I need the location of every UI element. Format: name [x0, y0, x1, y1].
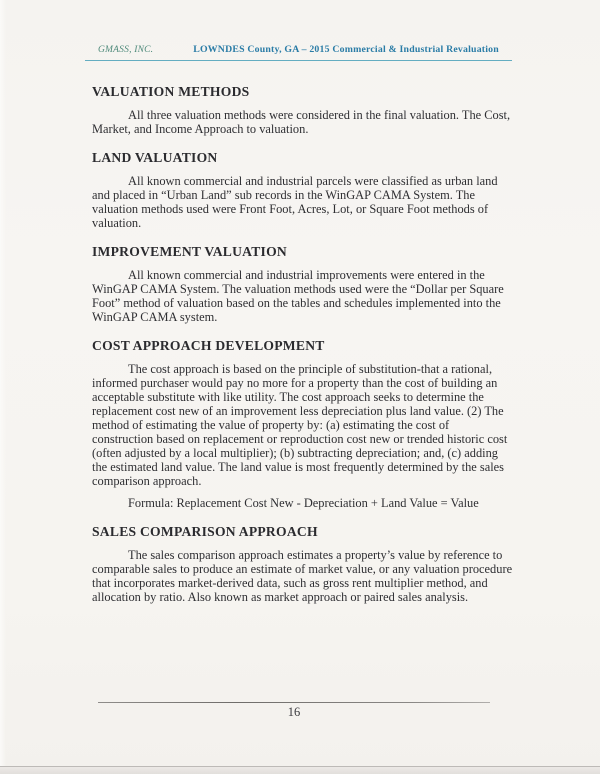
section-paragraph: All known commercial and industrial improvements were entered in the WinGAP CAMA System. The valuation methods used were the “Dollar per Square Foot” method of valuation based on the tables and schedules implemented into the WinGAP CAMA system. [92, 268, 504, 324]
section-valuation-methods [92, 84, 513, 136]
section-paragraph: The cost approach is based on the principle of substitution-that a rational, informed purchaser would pay no more for a property than the cost of building an acceptable substitute with like utility. The cost approach seeks to determine the replacement cost new of an improvement less depreciation plus land value. (2) The method of estimating the value of property by: (a) estimating the cost of construction based on replacement or reproduction cost new or trended historic cost (often adjusted by a local multiplier); (b) subtracting depreciation; and, (c) adding the estimated land value. The land value is most frequently determined by the sales comparison approach. [92, 362, 508, 488]
section-heading: IMPROVEMENT VALUATION [92, 244, 287, 259]
section-cost-approach-development [92, 338, 513, 510]
section-paragraph: All three valuation methods were considered in the final valuation. The Cost, Market, and Income Approach to valuation. [92, 108, 511, 136]
section-heading: COST APPROACH DEVELOPMENT [92, 338, 325, 353]
section-sales-comparison-approach [92, 524, 513, 604]
footer-divider [98, 702, 490, 703]
section-paragraph: All known commercial and industrial parcels were classified as urban land and placed in “Urban Land” sub records in the WinGAP CAMA System. The valuation methods used were Front Foot, Acres, Lot, or Square Foot methods of valuation. [92, 174, 498, 230]
section-improvement-valuation [92, 244, 513, 324]
cost-approach-formula: Formula: Replacement Cost New - Depreciation + Land Value = Value [128, 496, 479, 510]
document-title: LOWNDES County, GA – 2015 Commercial & Industrial Revaluation [193, 44, 499, 55]
page-number: 16 [287, 705, 301, 719]
section-land-valuation [92, 150, 513, 230]
header-divider [85, 60, 512, 61]
page-header [98, 44, 540, 55]
scan-left-edge [0, 0, 6, 774]
section-paragraph: The sales comparison approach estimates a property’s value by reference to comparable sales to produce an estimate of market value, or any valuation procedure that incorporates market-derived data, such as gross rent multiplier method, and allocation by ratio. Also known as market approach or paired sales analysis. [92, 548, 513, 604]
page-footer [98, 702, 490, 720]
scan-bottom-edge [0, 766, 600, 774]
company-name: GMASS, INC. [98, 45, 154, 55]
document-body [92, 84, 513, 618]
section-heading: LAND VALUATION [92, 150, 218, 165]
section-heading: SALES COMPARISON APPROACH [92, 524, 318, 539]
section-heading: VALUATION METHODS [92, 84, 250, 99]
